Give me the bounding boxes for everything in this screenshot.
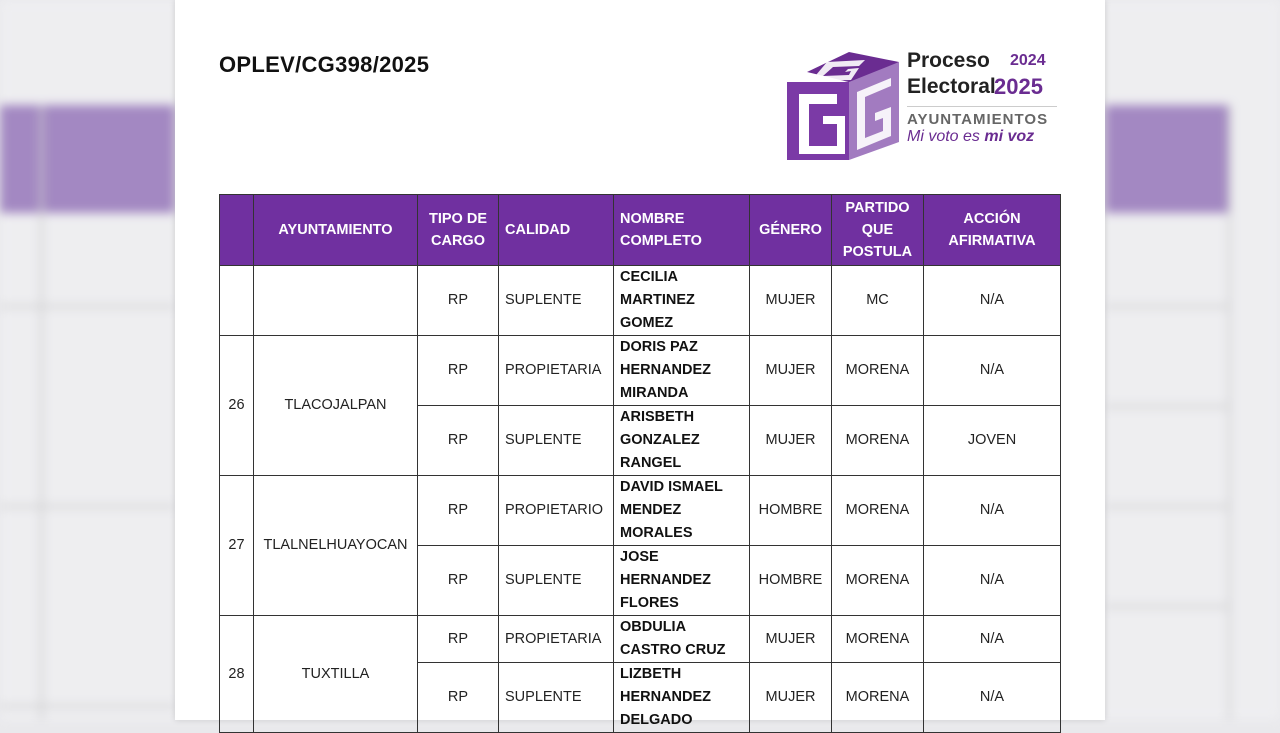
- header-ayuntamiento: AYUNTAMIENTO: [254, 195, 418, 266]
- logo-year-start: 2024: [1010, 52, 1046, 69]
- cell-partido: MORENA: [832, 616, 924, 663]
- logo-slogan-part1: Mi voto es: [907, 128, 985, 145]
- cell-tipo-cargo: RP: [418, 336, 499, 406]
- cell-ayuntamiento: TLALNELHUAYOCAN: [254, 476, 418, 616]
- cell-partido: MORENA: [832, 476, 924, 546]
- cell-num: 28: [220, 616, 254, 733]
- bg-rule: [0, 705, 175, 708]
- table-row: [220, 266, 1061, 336]
- electoral-process-logo: [787, 48, 1057, 163]
- cell-nombre: DORIS PAZ HERNANDEZ MIRANDA: [614, 336, 750, 406]
- logo-subtitle: AYUNTAMIENTOS: [907, 106, 1057, 128]
- cell-accion: N/A: [924, 336, 1061, 406]
- cell-accion: N/A: [924, 616, 1061, 663]
- logo-year-end: 2025: [994, 74, 1043, 99]
- cell-nombre: CECILIA MARTINEZ GOMEZ: [614, 266, 750, 336]
- logo-slogan: [907, 128, 1057, 146]
- cell-accion: N/A: [924, 266, 1061, 336]
- bg-rule: [1105, 405, 1230, 408]
- cell-ayuntamiento: [254, 266, 418, 336]
- cell-calidad: PROPIETARIA: [499, 616, 614, 663]
- cell-accion: N/A: [924, 476, 1061, 546]
- cell-genero: MUJER: [750, 616, 832, 663]
- ople-logo-icon: [787, 52, 899, 160]
- header-genero: GÉNERO: [750, 195, 832, 266]
- bg-rule: [40, 105, 43, 720]
- cell-num: 26: [220, 336, 254, 476]
- cell-tipo-cargo: RP: [418, 663, 499, 733]
- cell-partido: MORENA: [832, 663, 924, 733]
- cell-calidad: PROPIETARIA: [499, 336, 614, 406]
- header-calidad: CALIDAD: [499, 195, 614, 266]
- table-header-row: [220, 195, 1061, 266]
- cell-calidad: SUPLENTE: [499, 546, 614, 616]
- cell-calidad: SUPLENTE: [499, 406, 614, 476]
- header-num: [220, 195, 254, 266]
- cell-nombre: LIZBETH HERNANDEZ DELGADO: [614, 663, 750, 733]
- cell-tipo-cargo: RP: [418, 266, 499, 336]
- document-id: OPLEV/CG398/2025: [219, 52, 430, 77]
- logo-slogan-part2: mi voz: [984, 128, 1035, 145]
- cell-calidad: SUPLENTE: [499, 266, 614, 336]
- cell-genero: MUJER: [750, 336, 832, 406]
- cell-partido: MORENA: [832, 406, 924, 476]
- logo-wordmark: [907, 48, 1057, 146]
- cell-genero: HOMBRE: [750, 476, 832, 546]
- cell-tipo-cargo: RP: [418, 476, 499, 546]
- cell-partido: MORENA: [832, 336, 924, 406]
- cell-genero: HOMBRE: [750, 546, 832, 616]
- bg-rule: [1105, 505, 1230, 508]
- cell-genero: MUJER: [750, 406, 832, 476]
- cell-tipo-cargo: RP: [418, 616, 499, 663]
- table-row: [220, 336, 1061, 406]
- cell-num: [220, 266, 254, 336]
- logo-line-proceso: Proceso: [907, 49, 990, 72]
- cell-num: 27: [220, 476, 254, 616]
- header-nombre: NOMBRE COMPLETO: [614, 195, 750, 266]
- cell-calidad: PROPIETARIO: [499, 476, 614, 546]
- cell-partido: MC: [832, 266, 924, 336]
- cell-nombre: OBDULIA CASTRO CRUZ: [614, 616, 750, 663]
- document-page: [175, 0, 1105, 728]
- table-row: [220, 476, 1061, 546]
- cell-genero: MUJER: [750, 663, 832, 733]
- candidates-table: [219, 194, 1061, 733]
- cell-tipo-cargo: RP: [418, 406, 499, 476]
- bg-rule: [1228, 105, 1231, 720]
- cell-tipo-cargo: RP: [418, 546, 499, 616]
- cell-accion: JOVEN: [924, 406, 1061, 476]
- header-partido: PARTIDO QUE POSTULA: [832, 195, 924, 266]
- cell-nombre: DAVID ISMAEL MENDEZ MORALES: [614, 476, 750, 546]
- cell-nombre: JOSE HERNANDEZ FLORES: [614, 546, 750, 616]
- table-row: [220, 616, 1061, 663]
- bg-table-header-left: [0, 105, 175, 213]
- cell-genero: MUJER: [750, 266, 832, 336]
- cell-ayuntamiento: TUXTILLA: [254, 616, 418, 733]
- cell-partido: MORENA: [832, 546, 924, 616]
- cell-ayuntamiento: TLACOJALPAN: [254, 336, 418, 476]
- bg-rule: [1105, 305, 1230, 308]
- cell-nombre: ARISBETH GONZALEZ RANGEL: [614, 406, 750, 476]
- cell-calidad: SUPLENTE: [499, 663, 614, 733]
- bg-rule: [0, 505, 175, 508]
- bg-rule: [1105, 605, 1230, 608]
- cell-accion: N/A: [924, 546, 1061, 616]
- bg-rule: [0, 305, 175, 308]
- logo-line-electoral: Electoral: [907, 75, 996, 98]
- header-accion: ACCIÓN AFIRMATIVA: [924, 195, 1061, 266]
- cell-accion: N/A: [924, 663, 1061, 733]
- header-tipo-cargo: TIPO DE CARGO: [418, 195, 499, 266]
- bg-table-header-right: [1105, 105, 1230, 213]
